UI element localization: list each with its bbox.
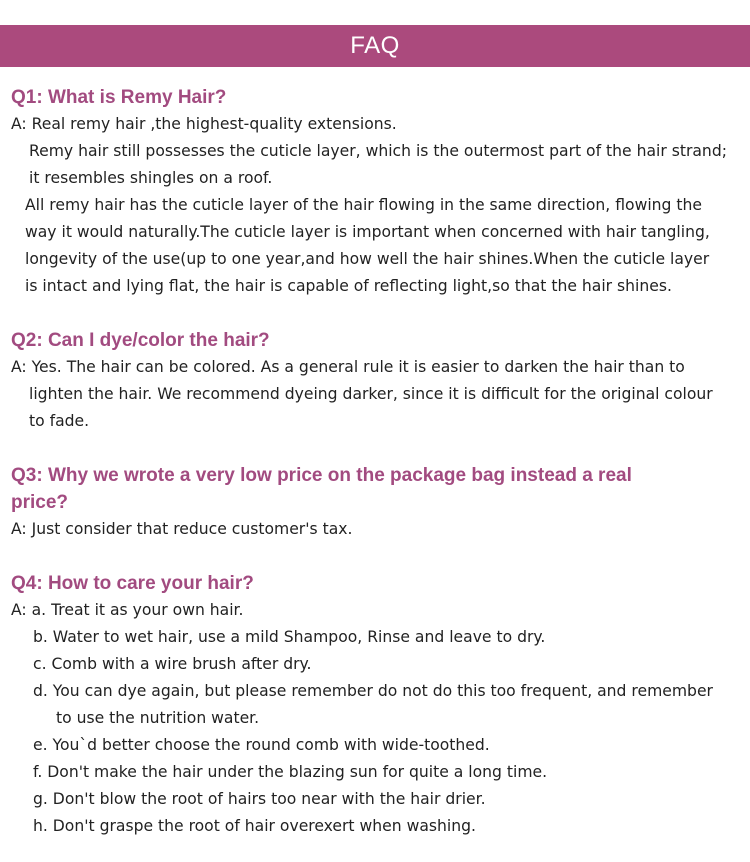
faq-answer-2-line-2: lighten the hair. We recommend dyeing darker, since it is difficult for the original colour [29,385,713,403]
faq-answer-1-line-5: way it would naturally.The cuticle layer is important when concerned with hair tangling, [25,223,710,241]
faq-answer-4-line-5: to use the nutrition water. [56,709,260,727]
faq-answer-1-line-2: Remy hair still possesses the cuticle layer, which is the outermost part of the hair strand; [29,142,727,160]
faq-answer-1-line-4: All remy hair has the cuticle layer of the hair flowing in the same direction, flowing the [25,196,703,214]
faq-question-2: Q2: Can I dye/color the hair? [11,330,270,351]
page-title: FAQ [350,32,400,59]
faq-answer-1-line-6: longevity of the use(up to one year,and how well the hair shines.When the cuticle layer [25,250,710,268]
faq-answer-4-line-1: A: a. Treat it as your own hair. [11,601,244,619]
faq-answer-4-line-2: b. Water to wet hair, use a mild Shampoo, Rinse and leave to dry. [33,628,546,646]
faq-answer-3-line-1: A: Just consider that reduce customer's tax. [11,520,353,538]
faq-answer-2-line-3: to fade. [29,412,90,430]
faq-answer-4-line-8: g. Don't blow the root of hairs too near with the hair drier. [33,790,486,808]
faq-answer-1-line-1: A: Real remy hair ,the highest-quality extensions. [11,115,397,133]
faq-answer-4-line-4: d. You can dye again, but please remember do not do this too frequent, and remember [33,682,713,700]
faq-answer-4-line-6: e. You`d better choose the round comb with wide-toothed. [33,736,490,754]
faq-question-1: Q1: What is Remy Hair? [11,87,227,108]
faq-header-bar [0,25,750,67]
faq-answer-4-line-7: f. Don't make the hair under the blazing sun for quite a long time. [33,763,548,781]
faq-question-3-line-1: Q3: Why we wrote a very low price on the package bag instead a real [11,465,632,486]
faq-question-4: Q4: How to care your hair? [11,573,254,594]
faq-answer-4-line-9: h. Don't graspe the root of hair overexert when washing. [33,817,476,835]
faq-question-3-line-2: price? [11,492,69,513]
faq-answer-4-line-3: c. Comb with a wire brush after dry. [33,655,312,673]
faq-answer-1-line-3: it resembles shingles on a roof. [29,169,273,187]
faq-answer-1-line-7: is intact and lying flat, the hair is capable of reflecting light,so that the hair shines. [25,277,672,295]
faq-answer-2-line-1: A: Yes. The hair can be colored. As a general rule it is easier to darken the hair than to [11,358,685,376]
